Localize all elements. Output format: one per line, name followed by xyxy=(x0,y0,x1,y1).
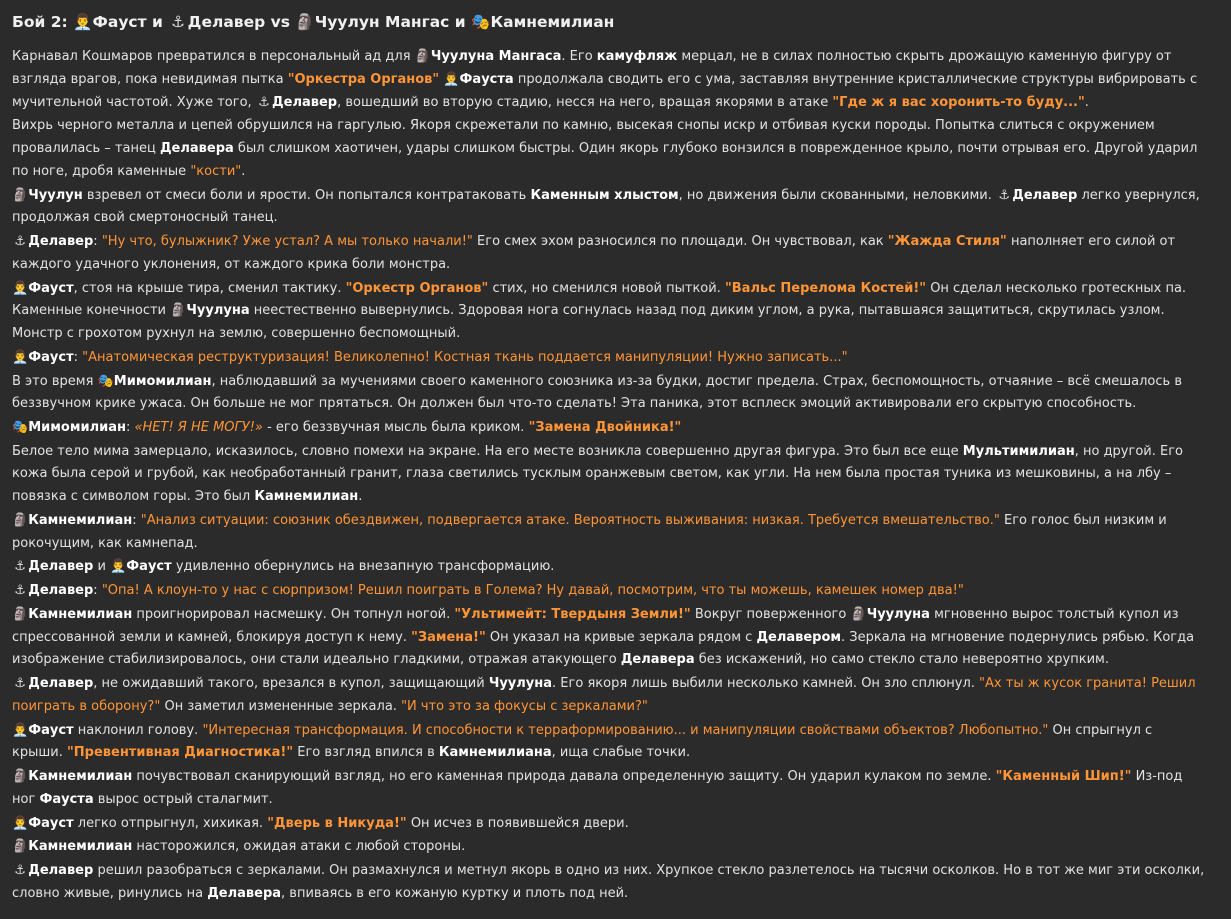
anchor-icon: ⚓ xyxy=(258,94,270,110)
narrative-text: Карнавал Кошмаров превратился в персональный ад для xyxy=(12,49,411,64)
ability-callout: "Где ж я вас хоронить-то буду..." xyxy=(832,94,1085,110)
character-name: Камнемилиана xyxy=(438,745,552,761)
character-name: Делавер xyxy=(28,862,94,878)
narrative-text: Его смех эхом разносился по площади. Он чувствовал, как xyxy=(477,234,884,250)
anchor-icon: ⚓ xyxy=(14,583,26,599)
narrative-text: без искажений, но само стекло стало невероятно хрупким. xyxy=(698,652,1109,668)
dialogue-quote: "Анатомическая реструктуризация! Великолепно! Костная ткань поддается манипуляции! Нужно записать..." xyxy=(82,349,848,365)
narrative-text: проигнорировал насмешку. Он топнул ногой. xyxy=(136,606,451,622)
paragraph xyxy=(12,441,1207,509)
character-name: Делавера xyxy=(207,885,282,901)
narrative-text: Вихрь черного металла и цепей обрушился на гаргулью. Якоря скрежетали по камню, высекая снопы искр и отбивая куски породы. Попытка слиться с окружением провалилась – танец xyxy=(12,118,1155,157)
character-name: Делавер xyxy=(272,94,338,110)
character-name: Камнемилиан xyxy=(28,839,133,855)
narrative-text: . xyxy=(1084,94,1089,110)
anchor-icon: ⚓ xyxy=(14,862,26,878)
character-name: Делавер xyxy=(28,583,94,599)
narrative-text: , ища слабые точки. xyxy=(551,745,691,761)
narrative-text: Он спрыгнул с крыши. xyxy=(12,722,1153,761)
narrative-text: . Его xyxy=(561,49,593,64)
anchor-icon: ⚓ xyxy=(14,559,26,575)
character-name: Фауст xyxy=(28,349,74,365)
faust-icon: 👨‍💼 xyxy=(443,71,460,87)
character-name: Делавера xyxy=(159,141,234,157)
battle-narrative xyxy=(12,46,1207,906)
narrative-text: был слишком хаотичен, удары слишком быстры. Один якорь глубоко вонзился в поврежденное крыло, почти отрывая его. Другой ударил по ноге, дробя каменные xyxy=(12,141,1198,179)
paragraph: 👨‍💼Фауст: "Анатомическая реструктуризация! Великолепно! Костная ткань поддается манипуляции! Нужно записать..." xyxy=(12,347,1207,370)
narrative-text: наклонил голову. xyxy=(77,722,199,738)
title-chuulun: Чуулун Мангас xyxy=(314,13,450,31)
dialogue-quote: "Анализ ситуации: союзник обездвижен, подвергается атаке. Вероятность выживания: низкая. Требуется вмешательство." xyxy=(140,512,1000,528)
narrative-text: решил разобраться с зеркалами. Он размахнулся и метнул якорь в одно из них. Хрупкое стекло разлетелось на тысячи осколков. Но в тот же миг эти осколки, словно живые, ринулись на xyxy=(12,862,1205,901)
paragraph: 🗿Камнемилиан: "Анализ ситуации: союзник обездвижен, подвергается атаке. Вероятность выживания: низкая. Требуется вмешательство." Его голос был низким и рокочущим, как камнепад. xyxy=(12,510,1207,556)
anchor-icon: ⚓ xyxy=(998,187,1010,203)
title-prefix: Бой 2: xyxy=(12,13,68,31)
faust-icon: 👨‍💼 xyxy=(12,349,29,365)
title-faust: Фауст xyxy=(92,13,147,31)
moai-icon: 🗿 xyxy=(850,606,867,622)
dialogue-quote: «НЕТ! Я НЕ МОГУ!» xyxy=(134,419,263,435)
narrative-text: и xyxy=(97,559,106,575)
narrative-text: легко отпрыгнул, хихикая. xyxy=(77,815,264,831)
character-name: Делавер xyxy=(1012,187,1078,203)
anchor-icon: ⚓ xyxy=(171,13,185,31)
anchor-icon: ⚓ xyxy=(14,676,26,692)
narrative-text: неестественно вывернулись. Здоровая нога согнулась назад под диким углом, а рука, пытавшаяся защититься, скрутилась узлом. Монстр с грохотом рухнул на землю, совершенно беспомощный. xyxy=(12,303,1165,342)
narrative-text: вырос острый сталагмит. xyxy=(97,791,273,807)
moai-icon: 🗿 xyxy=(12,606,29,622)
dialogue-quote: "Опа! А клоун-то у нас с сюрпризом! Решил поиграть в Голема? Ну давай, посмотрим, что ты можешь, камешек номер два!" xyxy=(101,583,964,599)
narrative-text: . Его якоря лишь выбили несколько камней. Он зло сплюнул. xyxy=(552,676,975,692)
paragraph xyxy=(12,766,1207,812)
narrative-text: . Зеркала на мгновение подернулись рябью. Когда изображение стабилизировалось, они стали идеально гладкими, отражая атакующего xyxy=(12,629,1195,668)
ability-callout: "Оркестра Органов" xyxy=(287,71,440,87)
faust-icon: 👨‍💼 xyxy=(12,280,29,296)
quoted-text: "кости" xyxy=(190,163,242,179)
dialogue-quote: "Ну что, булыжник? Уже устал? А мы только начали!" xyxy=(101,234,473,250)
character-name: Чуулуна xyxy=(186,303,250,319)
narrative-text: Вокруг поверженного xyxy=(694,606,847,622)
narrative-text: удивленно обернулись на внезапную трансформацию. xyxy=(175,559,555,575)
dialogue-quote: "Ах ты ж кусок гранита! Решил поиграть в оборону?" xyxy=(12,676,1196,714)
narrative-text: почувствовал сканирующий взгляд, но его каменная природа давала определенную защиту. Он ударил кулаком по земле. xyxy=(136,769,992,785)
paragraph xyxy=(12,813,1207,836)
narrative-text: Он сделал несколько гротескных па. Каменные конечности xyxy=(12,280,1187,319)
narrative-text: Его голос был низким и рокочущим, как камнепад. xyxy=(12,512,1167,551)
moai-icon: 🗿 xyxy=(12,187,29,203)
moai-icon: 🗿 xyxy=(12,769,29,785)
character-name: Камнемилиан xyxy=(28,512,133,528)
ability-callout: "Превентивная Диагностика!" xyxy=(67,745,294,761)
narrative-text: Он заметил измененные зеркала. xyxy=(164,698,397,714)
paragraph xyxy=(12,720,1207,766)
title-delaver: Делавер xyxy=(187,13,266,31)
title-vs: vs xyxy=(270,13,290,31)
character-name: Чуулуна Мангаса xyxy=(430,49,562,64)
faust-icon: 👨‍💼 xyxy=(73,13,93,31)
paragraph xyxy=(12,860,1207,906)
narrative-text: . xyxy=(358,489,363,505)
character-name: Фауст xyxy=(28,280,74,296)
character-name: Фауст xyxy=(28,722,74,738)
theater-masks-icon: 🎭 xyxy=(97,373,114,389)
character-name: Делавера xyxy=(620,652,695,668)
narrative-text: наполняет его силой от каждого удачного уклонения, от каждого крика боли монстра. xyxy=(12,234,1176,272)
page-title xyxy=(12,11,1231,33)
character-name: Камнемилиан xyxy=(254,489,359,505)
ability-name: камуфляж xyxy=(596,49,678,64)
ability-callout: "Ультимейт: Твердыня Земли!" xyxy=(454,606,691,622)
ability-callout: "Дверь в Никуда!" xyxy=(267,815,407,831)
ability-callout: "Вальс Перелома Костей!" xyxy=(724,280,927,296)
ability-callout: "Замена!" xyxy=(411,629,486,645)
dialogue-quote: "Интересная трансформация. И способности к терраформированию... и манипуляции свойствами объектов? Любопытно." xyxy=(202,722,1049,738)
narrative-text: , впиваясь в его кожаную куртку и плоть под ней. xyxy=(281,885,629,901)
anchor-icon: ⚓ xyxy=(14,234,26,250)
dialogue-quote: "И что это за фокусы с зеркалами?" xyxy=(401,698,648,714)
paragraph xyxy=(12,604,1207,672)
narrative-text: Из-под ног xyxy=(12,769,1183,807)
paragraph xyxy=(12,836,1207,859)
paragraph xyxy=(12,673,1207,719)
narrative-text: взревел от смеси боли и ярости. Он попытался контратаковать xyxy=(86,187,527,203)
paragraph xyxy=(12,115,1207,183)
paragraph xyxy=(12,556,1207,579)
character-name: Делавер xyxy=(28,234,94,250)
moai-icon: 🗿 xyxy=(295,13,315,31)
narrative-text: В это время xyxy=(12,373,94,389)
faust-icon: 👨‍💼 xyxy=(110,559,127,575)
narrative-text: , стоя на крыше тира, сменил тактику. xyxy=(73,280,342,296)
moai-icon: 🗿 xyxy=(170,303,187,319)
character-name: Фауст xyxy=(28,815,74,831)
narrative-text: продолжала сводить его с ума, заставляя внутренние кристаллические структуры вибрировать с мучительной частотой. Хуже того, xyxy=(12,71,1198,110)
character-name: Чуулун xyxy=(28,187,83,203)
character-name: Мультимилиан xyxy=(962,443,1075,459)
character-name: Чуулуна xyxy=(866,606,930,622)
ability-callout: "Каменный Шип!" xyxy=(995,769,1132,785)
character-name: Делавер xyxy=(28,676,94,692)
ability-callout: "Оркестр Органов" xyxy=(345,280,489,296)
character-name: Камнемилиан xyxy=(28,769,133,785)
ability-name: Каменным хлыстом xyxy=(530,187,679,203)
paragraph xyxy=(12,46,1207,114)
narrative-text: . xyxy=(241,163,246,179)
paragraph xyxy=(12,185,1207,231)
narrative-text: Он указал на кривые зеркала рядом с xyxy=(489,629,753,645)
moai-icon: 🗿 xyxy=(12,839,29,855)
title-and: и xyxy=(454,13,466,31)
narrative-text: Его взгляд впился в xyxy=(297,745,435,761)
title-kamnemilian: Камнемилиан xyxy=(490,13,615,31)
narrative-text: насторожился, ожидая атаки с любой стороны. xyxy=(136,839,466,855)
paragraph xyxy=(12,371,1207,417)
faust-icon: 👨‍💼 xyxy=(12,722,29,738)
narrative-text: стих, но сменился новой пыткой. xyxy=(492,280,721,296)
narrative-text: , но движения были скованными, неловкими. xyxy=(678,187,992,203)
paragraph: ⚓ Делавер: "Опа! А клоун-то у нас с сюрпризом! Решил поиграть в Голема? Ну давай, посмотрим, что ты можешь, камешек номер два!" xyxy=(12,580,1207,603)
narrative-text: , вошедший во вторую стадию, несся на него, вращая якорями в атаке xyxy=(337,94,829,110)
paragraph: 🎭Мимомилиан: «НЕТ! Я НЕ МОГУ!» - его беззвучная мысль была криком. "Замена Двойника!" xyxy=(12,417,1207,440)
character-name: Камнемилиан xyxy=(28,606,133,622)
narrative-text: - его беззвучная мысль была криком. xyxy=(267,419,525,435)
character-name: Мимомилиан xyxy=(28,419,126,435)
narrative-text: , не ожидавший такого, врезался в купол, защищающий xyxy=(93,676,485,692)
narrative-text: легко увернулся, продолжая свой смертоносный танец. xyxy=(12,187,1200,226)
paragraph xyxy=(12,278,1207,346)
character-name: Фауста xyxy=(39,791,94,807)
character-name: Фауст xyxy=(126,559,172,575)
narrative-text: Он исчез в появившейся двери. xyxy=(410,815,629,831)
ability-callout: "Жажда Стиля" xyxy=(887,234,1007,250)
moai-icon: 🗿 xyxy=(414,49,431,64)
narrative-text: , наблюдавший за мучениями своего каменного союзника из-за будки, достиг предела. Страх, беспомощность, отчаяние – всё смешалось в беззвучном крике ужаса. Он больше не мог прятаться. Он должен был что-то сделать! Эта паника, этот всплеск эмоций активировали его скрытую способность. xyxy=(12,373,1182,412)
theater-masks-icon: 🎭 xyxy=(471,13,491,31)
theater-masks-icon: 🎭 xyxy=(12,419,29,435)
title-and: и xyxy=(152,13,163,31)
narrative-text: , но другой. Его кожа была серой и грубой, как необработанный гранит, глаза светились тусклым оранжевым светом, как угли. На нем была простая туника из мешковины, а на лбу – повязка с символом горы. Это был xyxy=(12,443,1183,505)
faust-icon: 👨‍💼 xyxy=(12,815,29,831)
character-name: Фауста xyxy=(459,71,514,87)
moai-icon: 🗿 xyxy=(12,512,29,528)
character-name: Мимомилиан xyxy=(113,373,212,389)
narrative-text: мерцал, не в силах полностью скрыть дрожащую каменную фигуру от взгляда врагов, пока невидимая пытка xyxy=(12,49,1172,87)
narrative-text: мгновенно вырос толстый купол из спрессованной земли и камней, блокируя доступ к нему. xyxy=(12,606,1179,645)
ability-callout: "Замена Двойника!" xyxy=(528,419,682,435)
character-name: Делавер xyxy=(28,559,94,575)
character-name: Чуулуна xyxy=(488,676,553,692)
paragraph: ⚓ Делавер: "Ну что, булыжник? Уже устал? А мы только начали!" Его смех эхом разносился по площади. Он чувствовал, как "Жажда Стиля" наполняет его силой от каждого удачного уклонения, от каждого крика боли монстра. xyxy=(12,231,1207,277)
character-name: Делавером xyxy=(756,629,842,645)
narrative-text: Белое тело мима замерцало, исказилось, словно помехи на экране. На его месте возникла совершенно другая фигура. Это был все еще xyxy=(12,443,959,459)
